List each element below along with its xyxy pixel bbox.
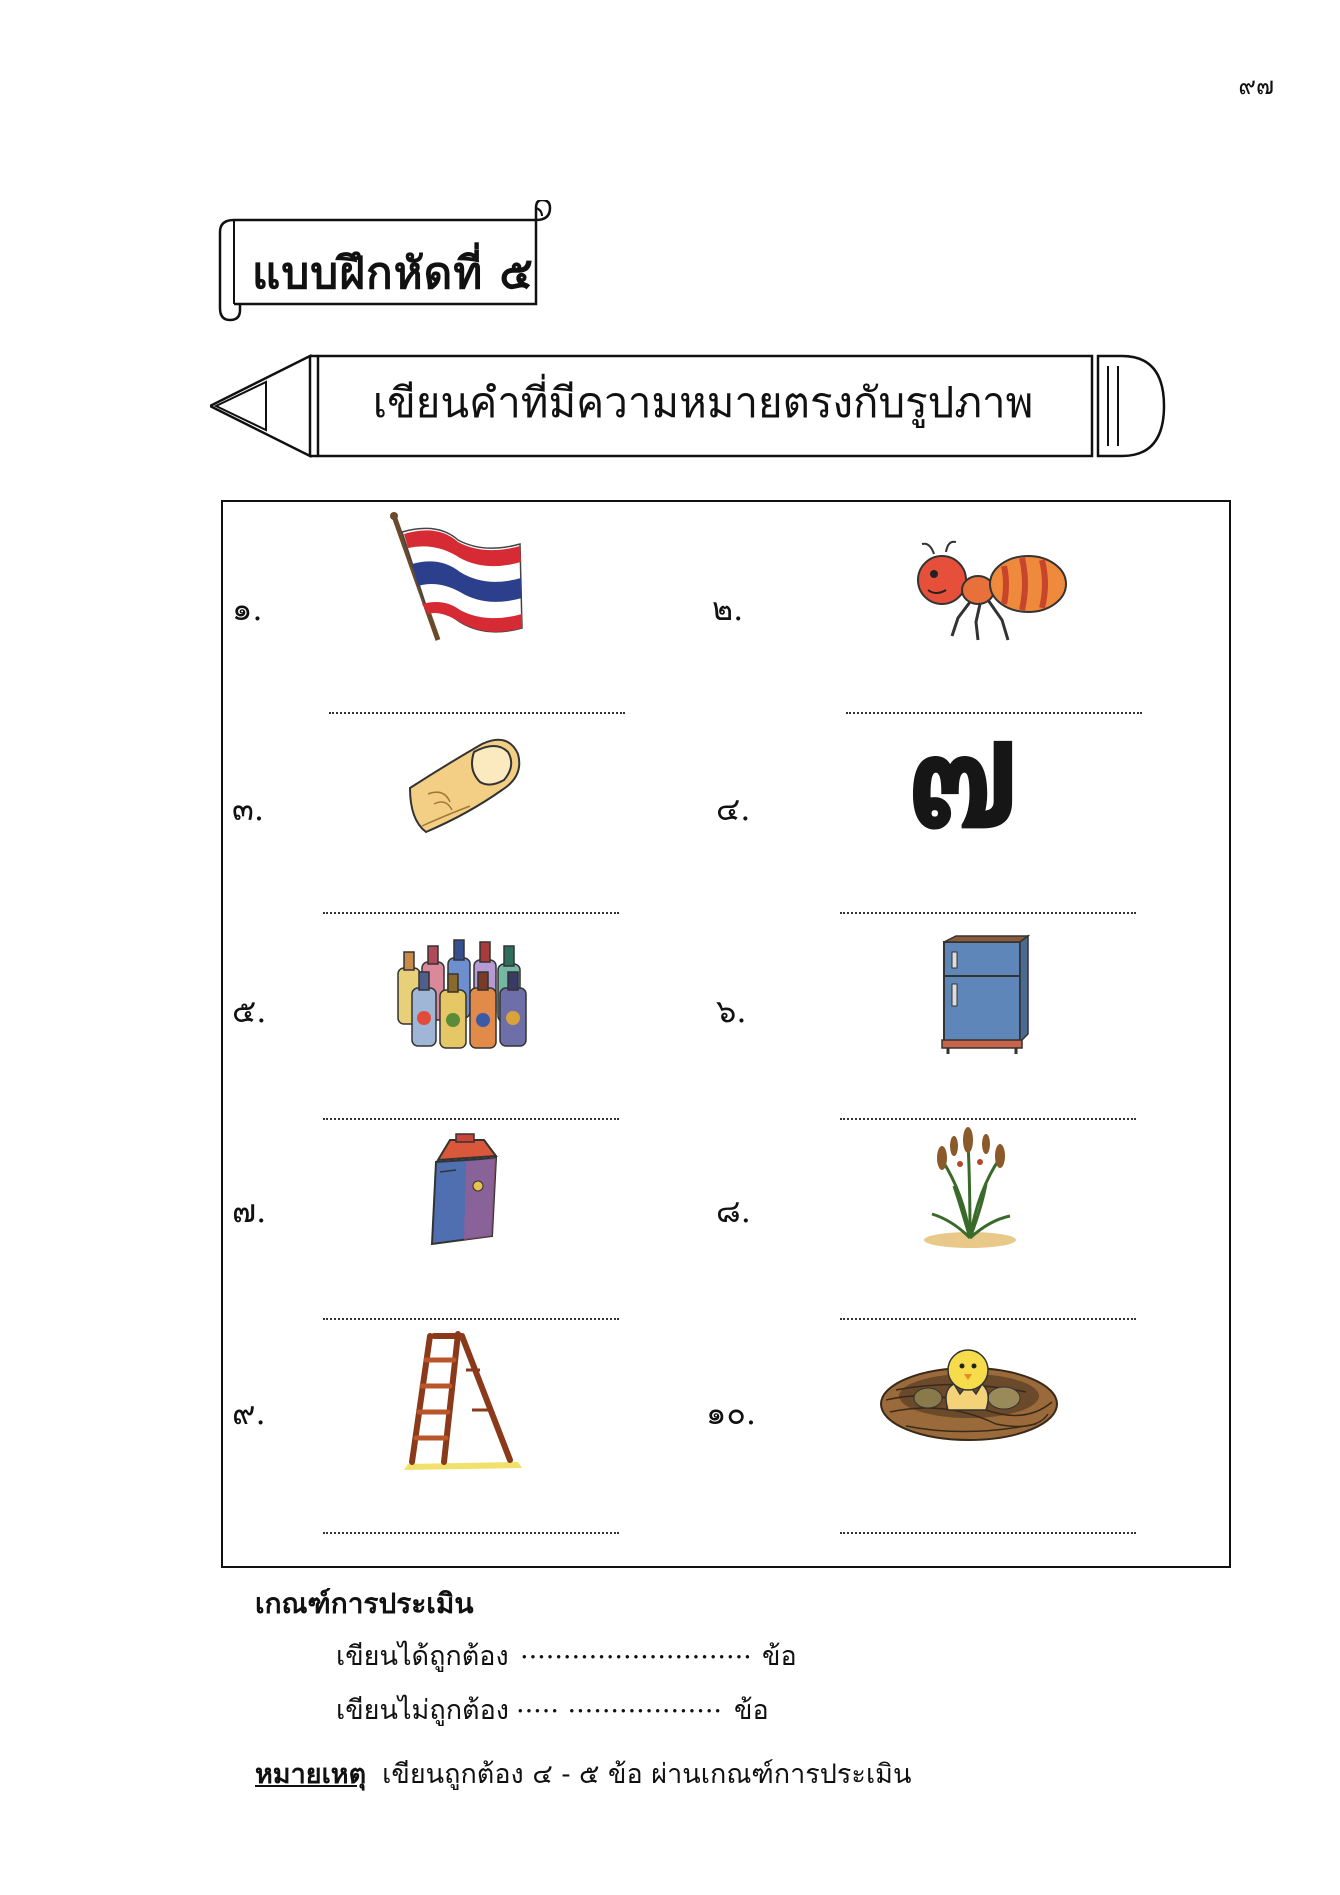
item-number-6: ๖. [716, 992, 747, 1030]
answer-line-5[interactable] [323, 1118, 619, 1120]
item-number-5: ๕. [232, 992, 267, 1030]
thumb-icon [404, 736, 524, 836]
bottles-icon [392, 928, 544, 1052]
criteria-incorrect-label: เขียนไม่ถูกต้อง [336, 1695, 509, 1726]
page-number: ๙๗ [1238, 72, 1274, 100]
answer-line-1[interactable] [329, 712, 625, 714]
ant-icon [912, 540, 1072, 644]
criteria-title: เกณฑ์การประเมิน [255, 1587, 474, 1620]
answer-line-6[interactable] [840, 1118, 1136, 1120]
ladder-icon [400, 1330, 526, 1470]
answer-line-4[interactable] [840, 912, 1136, 914]
item-number-10: ๑๐. [706, 1394, 757, 1432]
item-number-2: ๒. [712, 590, 744, 628]
item-number-4: ๔. [716, 790, 751, 828]
criteria-correct-unit: ข้อ [762, 1641, 797, 1672]
note-label: หมายเหตุ [255, 1759, 367, 1790]
rice-plant-icon [920, 1124, 1020, 1250]
criteria-incorrect-unit: ข้อ [734, 1695, 769, 1726]
criteria-incorrect-blank[interactable]: ..... .................. [516, 1688, 722, 1719]
criteria-correct-label: เขียนได้ถูกต้อง [336, 1641, 509, 1672]
answer-line-9[interactable] [323, 1532, 619, 1534]
item-number-7: ๗. [232, 1192, 267, 1230]
thai-numeral-seven-icon: ๗ [906, 688, 1019, 862]
thai-flag-icon [388, 510, 528, 646]
answer-line-8[interactable] [840, 1318, 1136, 1320]
item-number-1: ๑. [232, 590, 263, 628]
refrigerator-icon [936, 934, 1030, 1056]
instruction-text: เขียนคำที่มีความหมายตรงกับรูปภาพ [372, 378, 1034, 427]
answer-line-3[interactable] [323, 912, 619, 914]
answer-line-10[interactable] [840, 1532, 1136, 1534]
criteria-correct-blank[interactable]: ........................... [520, 1634, 752, 1665]
bird-nest-icon [876, 1340, 1062, 1446]
answer-line-7[interactable] [323, 1318, 619, 1320]
item-number-8: ๘. [716, 1192, 751, 1230]
trash-bin-icon [426, 1132, 502, 1248]
exercise-title: แบบฝึกหัดที่ ๕ [252, 248, 534, 299]
item-number-9: ๙. [232, 1394, 266, 1432]
item-number-3: ๓. [232, 790, 265, 828]
note-text: เขียนถูกต้อง ๔ - ๕ ข้อ ผ่านเกณฑ์การประเมิน [382, 1759, 912, 1790]
note-row [255, 1752, 911, 1795]
